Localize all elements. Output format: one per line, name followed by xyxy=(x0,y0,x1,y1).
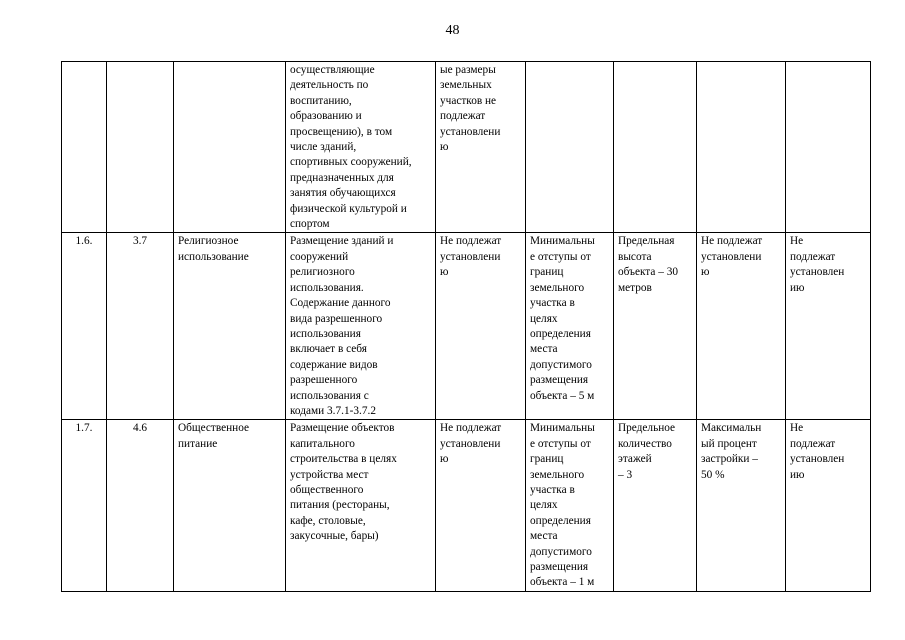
plot-size-cell: Не подлежат установлени ю xyxy=(436,420,526,591)
table-row xyxy=(62,420,871,591)
table-row xyxy=(62,233,871,420)
description-cell: Размещение объектов капитального строительства в целях устройства мест общественного питания (рестораны, кафе, столовые, закусочные, бары) xyxy=(286,420,436,591)
coverage-cell: Максимальн ый процент застройки – 50 % xyxy=(697,420,786,591)
setback-cell xyxy=(526,62,614,233)
height-floors-cell: Предельная высота объекта – 30 метров xyxy=(614,233,697,420)
code-cell xyxy=(107,62,174,233)
coverage-cell xyxy=(697,62,786,233)
use-type-cell xyxy=(174,62,286,233)
setback-cell: Минимальны е отступы от границ земельного участка в целях определения места допустимого размещения объекта – 1 м xyxy=(526,420,614,591)
description-cell: Размещение зданий и сооружений религиозного использования. Содержание данного вида разрешенного использования включает в себя содержание видов разрешенного использования с кодами 3.7.1-3.7.2 xyxy=(286,233,436,420)
coverage-cell: Не подлежат установлени ю xyxy=(697,233,786,420)
code-cell: 3.7 xyxy=(107,233,174,420)
setback-cell: Минимальны е отступы от границ земельного участка в целях определения места допустимого размещения объекта – 5 м xyxy=(526,233,614,420)
height-floors-cell xyxy=(614,62,697,233)
other-params-cell xyxy=(786,62,871,233)
use-type-cell: Общественное питание xyxy=(174,420,286,591)
code-cell: 4.6 xyxy=(107,420,174,591)
table-row xyxy=(62,62,871,233)
plot-size-cell: ые размеры земельных участков не подлежат установлени ю xyxy=(436,62,526,233)
plot-size-cell: Не подлежат установлени ю xyxy=(436,233,526,420)
row-number-cell: 1.6. xyxy=(62,233,107,420)
page-number: 48 xyxy=(445,23,460,38)
other-params-cell: Не подлежат установлен ию xyxy=(786,233,871,420)
height-floors-cell: Предельное количество этажей – 3 xyxy=(614,420,697,591)
land-use-regulations-table xyxy=(61,61,871,592)
row-number-cell: 1.7. xyxy=(62,420,107,591)
use-type-cell: Религиозное использование xyxy=(174,233,286,420)
description-cell: осуществляющие деятельность по воспитанию, образованию и просвещению), в том числе зданий, спортивных сооружений, предназначенных для занятия обучающихся физической культурой и спортом xyxy=(286,62,436,233)
row-number-cell xyxy=(62,62,107,233)
other-params-cell: Не подлежат установлен ию xyxy=(786,420,871,591)
